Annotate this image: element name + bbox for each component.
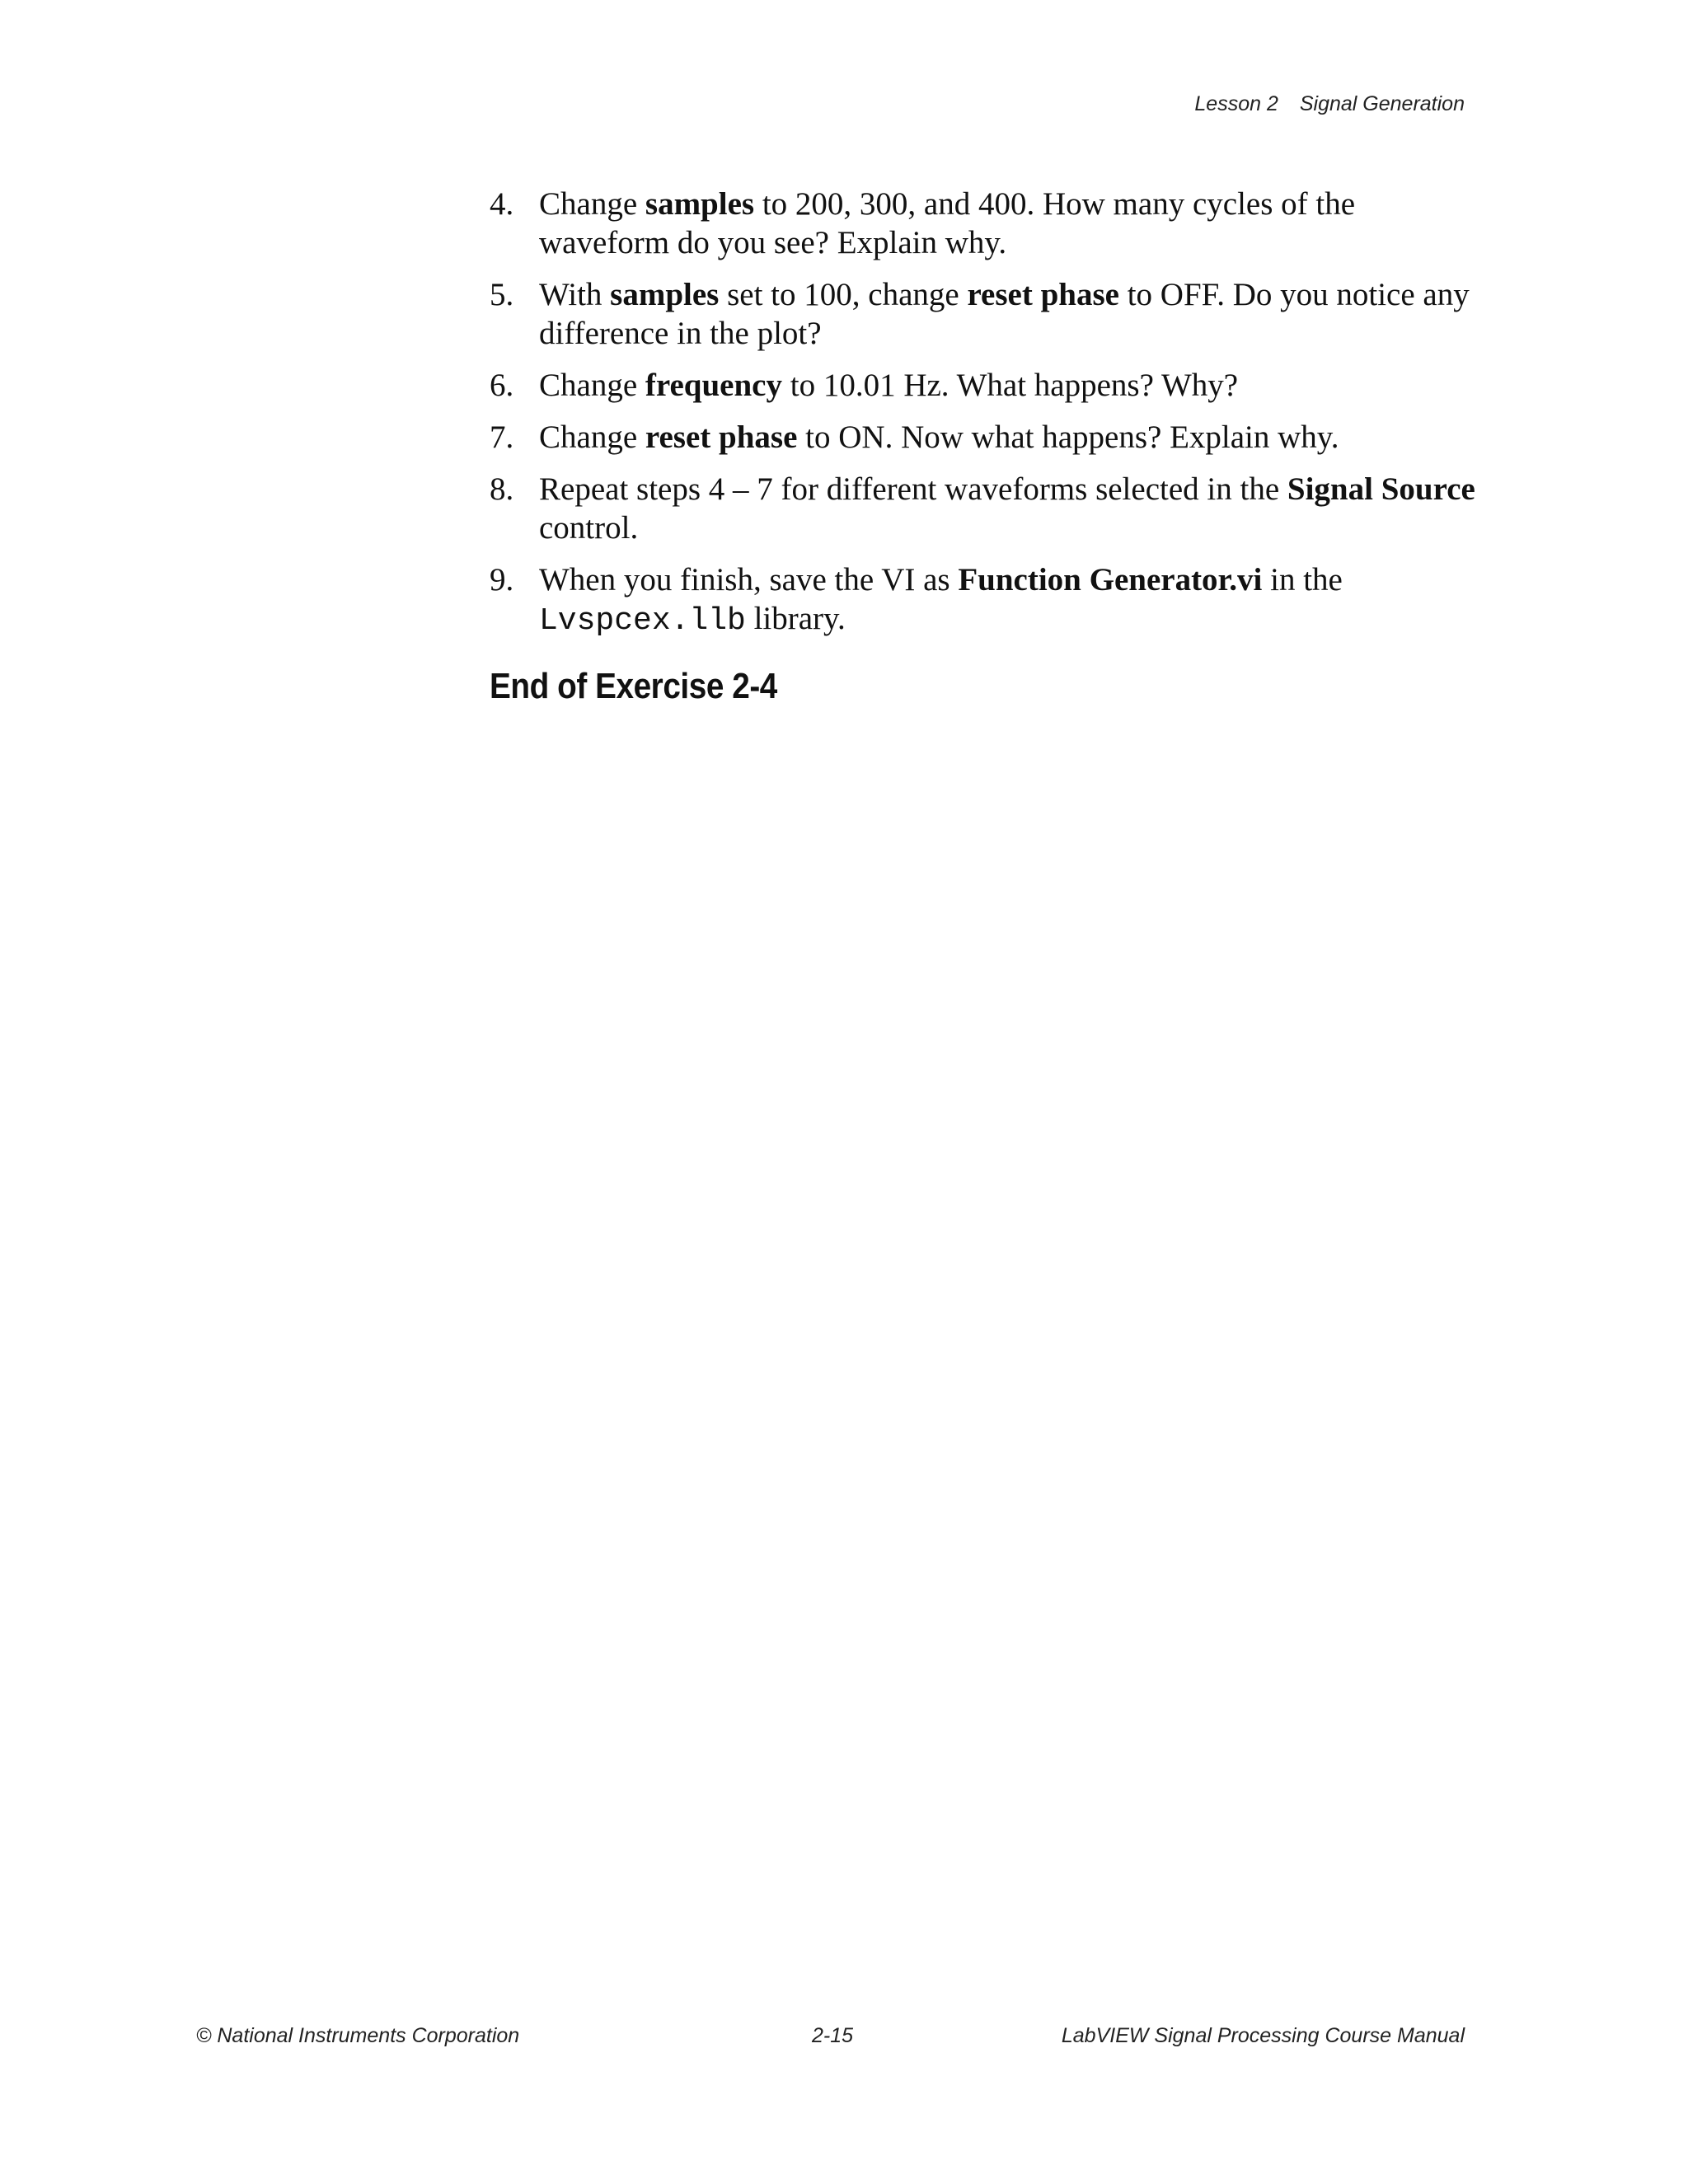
step-text-run: library. bbox=[745, 601, 846, 636]
step-number: 8. bbox=[490, 471, 514, 507]
step-item bbox=[490, 560, 1479, 640]
bold-term: reset phase bbox=[967, 277, 1119, 312]
step-text-run: control. bbox=[539, 510, 639, 546]
footer-page-number: 2-15 bbox=[812, 2024, 854, 2047]
step-number: 5. bbox=[490, 277, 514, 312]
step-item bbox=[490, 185, 1479, 262]
step-text-run: to 10.01 Hz. What happens? Why? bbox=[781, 368, 1239, 403]
step-text bbox=[539, 186, 1355, 260]
step-item bbox=[490, 366, 1479, 405]
bold-term: Function Generator.vi bbox=[958, 562, 1263, 598]
step-number: 6. bbox=[490, 368, 514, 403]
step-text-run: in the bbox=[1262, 562, 1343, 598]
step-text bbox=[539, 419, 1339, 455]
step-text bbox=[539, 562, 1343, 639]
header-title: Signal Generation bbox=[1299, 92, 1465, 115]
step-text-run: to ON. Now what happens? Explain why. bbox=[797, 419, 1339, 455]
filename-code: Lvspcex.llb bbox=[539, 603, 746, 639]
footer-copyright: © National Instruments Corporation bbox=[196, 2024, 520, 2047]
step-text-run: to OFF. Do you notice any difference in the plot? bbox=[539, 277, 1470, 351]
footer-manual-title: LabVIEW Signal Processing Course Manual bbox=[1061, 2024, 1465, 2047]
step-text-run: set to 100, change bbox=[719, 277, 968, 312]
step-text bbox=[539, 471, 1475, 546]
step-number: 4. bbox=[490, 186, 514, 222]
step-text-run: When you finish, save the VI as bbox=[539, 562, 959, 598]
step-item bbox=[490, 275, 1479, 353]
exercise-steps-list bbox=[490, 185, 1479, 654]
header-lesson: Lesson 2 bbox=[1194, 92, 1278, 115]
bold-term: frequency bbox=[645, 368, 782, 403]
end-of-exercise-heading: End of Exercise 2-4 bbox=[490, 666, 777, 706]
bold-term: samples bbox=[610, 277, 720, 312]
bold-term: Signal Source bbox=[1287, 471, 1475, 507]
step-text bbox=[539, 277, 1470, 351]
bold-term: samples bbox=[645, 186, 755, 222]
step-text-run: Change bbox=[539, 186, 645, 222]
step-text-run: to 200, 300, and 400. How many cycles of the waveform do you see? Explain why. bbox=[539, 186, 1356, 260]
running-header bbox=[1194, 92, 1465, 116]
step-item bbox=[490, 418, 1479, 457]
step-text bbox=[539, 368, 1238, 403]
bold-term: reset phase bbox=[645, 419, 798, 455]
step-text-run: Repeat steps 4 – 7 for different waveforms selected in the bbox=[539, 471, 1287, 507]
step-text-run: With bbox=[539, 277, 611, 312]
step-text-run: Change bbox=[539, 419, 645, 455]
step-number: 9. bbox=[490, 562, 514, 598]
step-text-run: Change bbox=[539, 368, 645, 403]
step-number: 7. bbox=[490, 419, 514, 455]
step-item bbox=[490, 470, 1479, 547]
